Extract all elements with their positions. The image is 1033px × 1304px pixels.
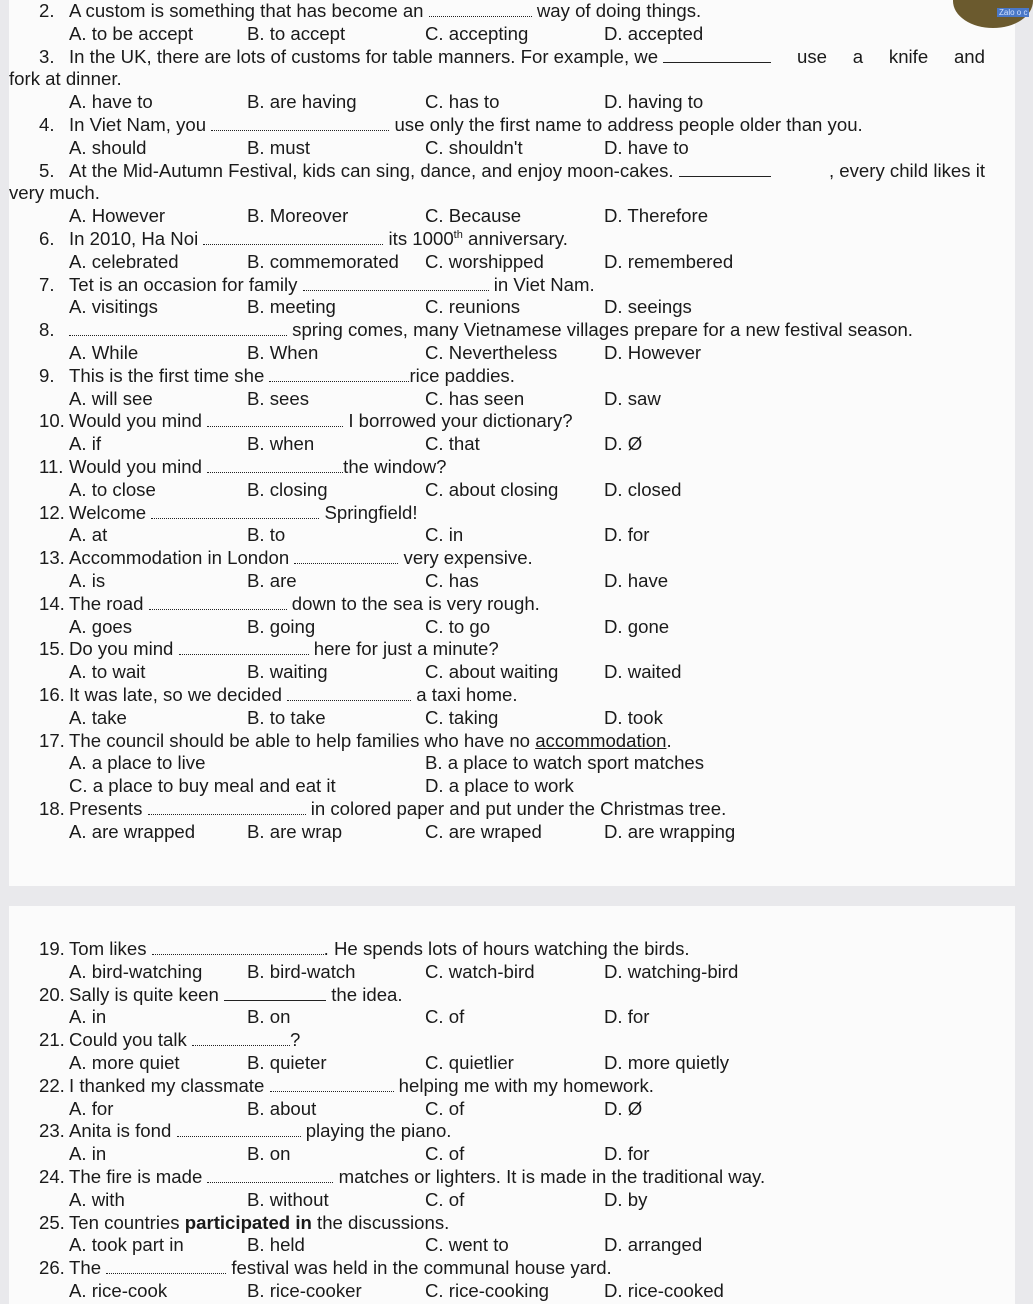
question-9	[39, 365, 985, 411]
option-b: B. to accept	[247, 22, 346, 44]
option-b: B. on	[247, 1143, 291, 1165]
option-a: A. goes	[69, 615, 133, 637]
question-text: knife	[888, 45, 929, 67]
option-b: B. on	[247, 1006, 291, 1028]
option-b: B. going	[247, 615, 316, 637]
option-b: B. Moreover	[247, 205, 349, 227]
question-13	[39, 547, 985, 593]
option-c: C. reunions	[425, 296, 521, 318]
option-b: B. about	[247, 1097, 317, 1119]
question-text: The fire is made	[69, 1165, 203, 1187]
answer-blank	[270, 1077, 394, 1092]
question-text: A custom is something that has become an	[69, 0, 424, 21]
options-row	[39, 752, 985, 775]
question-number: 13.	[39, 547, 65, 569]
answer-blank	[287, 686, 411, 701]
option-a: A. to wait	[69, 661, 146, 683]
question-number: 7.	[39, 273, 55, 295]
answer-blank	[679, 162, 771, 177]
question-text: The road	[69, 592, 144, 614]
answer-blank	[149, 595, 287, 610]
options-row	[39, 1280, 985, 1303]
answer-blank	[203, 230, 383, 245]
option-a: A. visitings	[69, 296, 158, 318]
question-number: 8.	[39, 319, 55, 341]
answer-blank	[663, 48, 771, 63]
option-a: A. celebrated	[69, 250, 179, 272]
option-a: A. to close	[69, 478, 156, 500]
option-a: A. if	[69, 433, 102, 455]
options-row	[39, 1098, 985, 1121]
question-7	[39, 274, 985, 320]
option-d: D. waited	[604, 661, 682, 683]
question-text: festival was held in the communal house yard.	[231, 1257, 612, 1279]
option-d: D. rice-cooked	[604, 1279, 724, 1301]
option-d: D. saw	[604, 387, 661, 409]
options-row	[39, 296, 985, 319]
option-d: D. However	[604, 341, 702, 363]
option-c: C. Nevertheless	[425, 341, 558, 363]
question-text: rice paddies.	[409, 364, 515, 386]
option-a: A. However	[69, 205, 166, 227]
question-text: playing the piano.	[305, 1120, 452, 1142]
options-row	[39, 1234, 985, 1257]
question-text: in colored paper and put under the Christmas tree.	[310, 797, 727, 819]
question-text: a taxi home.	[416, 683, 518, 705]
question-2	[39, 0, 985, 46]
question-14	[39, 593, 985, 639]
answer-blank	[224, 986, 326, 1001]
question-number: 11.	[39, 455, 64, 477]
question-number: 6.	[39, 227, 55, 249]
option-a: A. take	[69, 706, 127, 728]
option-a: A. bird-watching	[69, 960, 203, 982]
question-11	[39, 456, 985, 502]
option-b: B. are	[247, 569, 297, 591]
question-18	[39, 798, 985, 844]
option-b: B. a place to watch sport matches	[425, 752, 705, 774]
question-6	[39, 228, 985, 274]
options-row	[39, 23, 985, 46]
option-a: A. with	[69, 1188, 125, 1210]
option-d: D. a place to work	[425, 775, 574, 797]
question-number: 10.	[39, 410, 65, 432]
question-17	[39, 730, 985, 798]
question-text: Presents	[69, 797, 143, 819]
option-c: C. of	[425, 1188, 465, 1210]
answer-blank	[179, 640, 309, 655]
answer-blank	[211, 116, 389, 131]
question-text: Accommodation in London	[69, 547, 290, 569]
option-c: C. of	[425, 1143, 465, 1165]
question-number: 12.	[39, 501, 65, 523]
question-text: In Viet Nam, you	[69, 113, 207, 135]
question-text: I thanked my classmate	[69, 1074, 265, 1096]
option-d: D. having to	[604, 91, 704, 113]
question-number: 24.	[39, 1165, 65, 1187]
option-c: C. shouldn't	[425, 136, 523, 158]
option-a: A. will see	[69, 387, 153, 409]
option-c: C. watch-bird	[425, 960, 535, 982]
option-d: D. for	[604, 1006, 650, 1028]
question-text: , every child likes it	[828, 159, 985, 181]
question-text: in Viet Nam.	[493, 273, 595, 295]
question-text: The	[69, 1257, 102, 1279]
question-number: 25.	[39, 1211, 65, 1233]
question-text: The council should be able to help families who have no	[69, 729, 531, 751]
option-b: B. bird-watch	[247, 960, 356, 982]
option-b: B. without	[247, 1188, 329, 1210]
option-c: C. about waiting	[425, 661, 559, 683]
question-text: This is the first time she	[69, 364, 265, 386]
bold-phrase: participated in	[184, 1211, 312, 1233]
option-c: C. about closing	[425, 478, 559, 500]
question-text: Do you mind	[69, 638, 174, 660]
options-row	[39, 570, 985, 593]
question-text: In the UK, there are lots of customs for table manners. For example, we	[69, 45, 659, 67]
answer-blank	[294, 549, 398, 564]
answer-blank	[106, 1259, 226, 1274]
question-text: Anita is fond	[69, 1120, 172, 1142]
question-text: use only the first name to address people older than you.	[394, 113, 863, 135]
question-number: 19.	[39, 938, 65, 959]
question-text: Tet is an occasion for family	[69, 273, 298, 295]
option-b: B. rice-cooker	[247, 1279, 362, 1301]
question-22	[39, 1075, 985, 1121]
option-a: A. in	[69, 1143, 107, 1165]
option-c: C. of	[425, 1097, 465, 1119]
question-15	[39, 638, 985, 684]
options-row	[39, 961, 985, 984]
answer-blank	[207, 1168, 333, 1183]
option-a: A. rice-cook	[69, 1279, 168, 1301]
answer-blank	[192, 1031, 290, 1046]
option-c: C. worshipped	[425, 250, 544, 272]
option-d: D. watching-bird	[604, 960, 739, 982]
question-text: Could you talk	[69, 1029, 187, 1051]
option-c: C. has to	[425, 91, 500, 113]
option-b: B. when	[247, 433, 315, 455]
option-c: C. a place to buy meal and eat it	[69, 775, 336, 797]
question-text: Springfield!	[324, 501, 418, 523]
options-row	[39, 821, 985, 844]
answer-blank	[151, 504, 319, 519]
question-text: and	[953, 45, 985, 67]
option-b: B. are having	[247, 91, 357, 113]
option-d: D. accepted	[604, 22, 704, 44]
option-c: C. has seen	[425, 387, 525, 409]
question-text: At the Mid-Autumn Festival, kids can sing, dance, and enjoy moon-cakes.	[69, 159, 674, 181]
question-5	[9, 159, 985, 228]
question-25	[39, 1212, 985, 1258]
question-text: Tom likes	[69, 938, 147, 959]
question-24	[39, 1166, 985, 1212]
option-a: A. have to	[69, 91, 153, 113]
question-text: the discussions.	[317, 1211, 450, 1233]
question-text: the idea.	[331, 983, 403, 1005]
option-d: D. for	[604, 524, 650, 546]
option-a: A. for	[69, 1097, 114, 1119]
question-number: 18.	[39, 797, 65, 819]
answer-blank	[269, 367, 409, 382]
option-a: A. to be accept	[69, 22, 194, 44]
option-b: B. sees	[247, 387, 310, 409]
option-c: C. in	[425, 524, 464, 546]
option-d: D. for	[604, 1143, 650, 1165]
option-b: B. waiting	[247, 661, 328, 683]
option-a: A. should	[69, 136, 147, 158]
answer-blank	[177, 1122, 301, 1137]
question-text: ?	[290, 1029, 301, 1051]
option-c: C. that	[425, 433, 480, 455]
question-text: down to the sea is very rough.	[291, 592, 540, 614]
question-number: 5.	[39, 159, 55, 181]
question-21	[39, 1029, 985, 1075]
underlined-word: accommodation	[535, 729, 667, 751]
question-text: here for just a minute?	[313, 638, 499, 660]
option-d: D. Therefore	[604, 205, 709, 227]
question-23	[39, 1120, 985, 1166]
option-c: C. Because	[425, 205, 522, 227]
question-3	[9, 45, 985, 114]
options-row	[39, 137, 985, 160]
question-number: 9.	[39, 364, 55, 386]
question-text: . He spends lots of hours watching the birds.	[323, 938, 690, 959]
options-row	[39, 251, 985, 274]
option-c: C. has	[425, 569, 479, 591]
answer-blank	[207, 412, 343, 427]
option-a: A. While	[69, 341, 139, 363]
question-text: spring comes, many Vietnamese villages prepare for a new festival season.	[292, 319, 913, 341]
options-row	[39, 388, 985, 411]
options-row	[39, 342, 985, 365]
option-c: C. accepting	[425, 22, 529, 44]
option-b: B. to	[247, 524, 286, 546]
question-20	[39, 984, 985, 1030]
options-row	[39, 1143, 985, 1166]
options-row	[39, 616, 985, 639]
option-b: B. are wrap	[247, 820, 343, 842]
options-row	[39, 433, 985, 456]
question-text: its 1000	[388, 227, 454, 249]
option-d: D. are wrapping	[604, 820, 736, 842]
option-c: C. quietlier	[425, 1051, 514, 1073]
option-d: D. remembered	[604, 250, 734, 272]
question-number: 26.	[39, 1257, 65, 1279]
zalo-badge-text: Zalo o c	[999, 8, 1028, 17]
question-text: Would you mind	[69, 410, 202, 432]
option-d: D. have	[604, 569, 669, 591]
question-text-line2: fork at dinner.	[9, 68, 122, 90]
option-b: B. When	[247, 341, 319, 363]
question-8	[39, 319, 985, 365]
question-text: .	[666, 729, 672, 751]
question-text-line2: very much.	[9, 182, 100, 204]
question-text: Welcome	[69, 501, 147, 523]
option-b: B. held	[247, 1234, 305, 1256]
superscript-th: th	[453, 228, 463, 241]
option-c: C. went to	[425, 1234, 509, 1256]
option-a: A. at	[69, 524, 108, 546]
question-number: 22.	[39, 1074, 65, 1096]
question-text: a	[852, 45, 864, 67]
option-c: C. taking	[425, 706, 499, 728]
question-text: helping me with my homework.	[398, 1074, 654, 1096]
answer-blank	[429, 2, 532, 17]
option-d: D. arranged	[604, 1234, 703, 1256]
question-16	[39, 684, 985, 730]
option-a: A. more quiet	[69, 1051, 180, 1073]
option-d: D. Ø	[604, 1097, 643, 1119]
options-row	[39, 205, 985, 228]
option-d: D. Ø	[604, 433, 643, 455]
option-a: A. is	[69, 569, 106, 591]
option-c: C. to go	[425, 615, 491, 637]
option-b: B. closing	[247, 478, 328, 500]
question-text: In 2010, Ha Noi	[69, 227, 199, 249]
option-d: D. by	[604, 1188, 648, 1210]
option-d: D. closed	[604, 478, 682, 500]
question-text: matches or lighters. It is made in the traditional way.	[338, 1165, 766, 1187]
answer-blank	[152, 940, 324, 955]
answer-blank	[303, 276, 489, 291]
question-text: very expensive.	[403, 547, 533, 569]
worksheet-page-2	[9, 906, 1015, 1304]
option-d: D. gone	[604, 615, 670, 637]
options-row	[39, 707, 985, 730]
question-text: the window?	[343, 455, 447, 477]
option-a: A. a place to live	[69, 752, 206, 774]
question-text: Ten countries	[69, 1211, 180, 1233]
question-text: Would you mind	[69, 455, 202, 477]
option-c: C. of	[425, 1006, 465, 1028]
option-b: B. commemorated	[247, 250, 399, 272]
question-text: use	[797, 45, 827, 67]
option-b: B. meeting	[247, 296, 336, 318]
question-number: 2.	[39, 0, 55, 21]
option-b: B. quieter	[247, 1051, 327, 1073]
question-26	[39, 1257, 985, 1303]
options-row	[39, 1052, 985, 1075]
question-19	[39, 938, 985, 984]
question-4	[39, 114, 985, 160]
question-number: 15.	[39, 638, 65, 660]
question-12	[39, 502, 985, 548]
question-number: 23.	[39, 1120, 65, 1142]
option-d: D. took	[604, 706, 663, 728]
options-row	[39, 479, 985, 502]
question-number: 3.	[39, 45, 55, 67]
answer-blank	[69, 321, 287, 336]
question-number: 21.	[39, 1029, 65, 1051]
option-d: D. more quietly	[604, 1051, 730, 1073]
answer-blank	[148, 800, 306, 815]
option-c: C. are wraped	[425, 820, 542, 842]
option-b: B. to take	[247, 706, 326, 728]
option-d: D. seeings	[604, 296, 692, 318]
worksheet-page-1	[9, 0, 1028, 886]
question-number: 20.	[39, 983, 65, 1005]
question-text: I borrowed your dictionary?	[348, 410, 573, 432]
question-text: Sally is quite keen	[69, 983, 219, 1005]
option-a: A. in	[69, 1006, 107, 1028]
option-c: C. rice-cooking	[425, 1279, 550, 1301]
options-row	[39, 661, 985, 684]
question-10	[39, 410, 985, 456]
answer-blank	[207, 458, 343, 473]
options-row	[39, 775, 985, 798]
question-text: anniversary.	[468, 227, 568, 249]
option-a: A. are wrapped	[69, 820, 196, 842]
options-row	[39, 91, 985, 114]
question-number: 4.	[39, 113, 55, 135]
question-number: 14.	[39, 592, 65, 614]
option-d: D. have to	[604, 136, 689, 158]
option-b: B. must	[247, 136, 311, 158]
options-row	[39, 524, 985, 547]
question-number: 16.	[39, 683, 65, 705]
options-row	[39, 1006, 985, 1029]
question-text: It was late, so we decided	[69, 683, 282, 705]
option-a: A. took part in	[69, 1234, 184, 1256]
question-number: 17.	[39, 729, 65, 751]
question-text: way of doing things.	[536, 0, 702, 21]
options-row	[39, 1189, 985, 1212]
